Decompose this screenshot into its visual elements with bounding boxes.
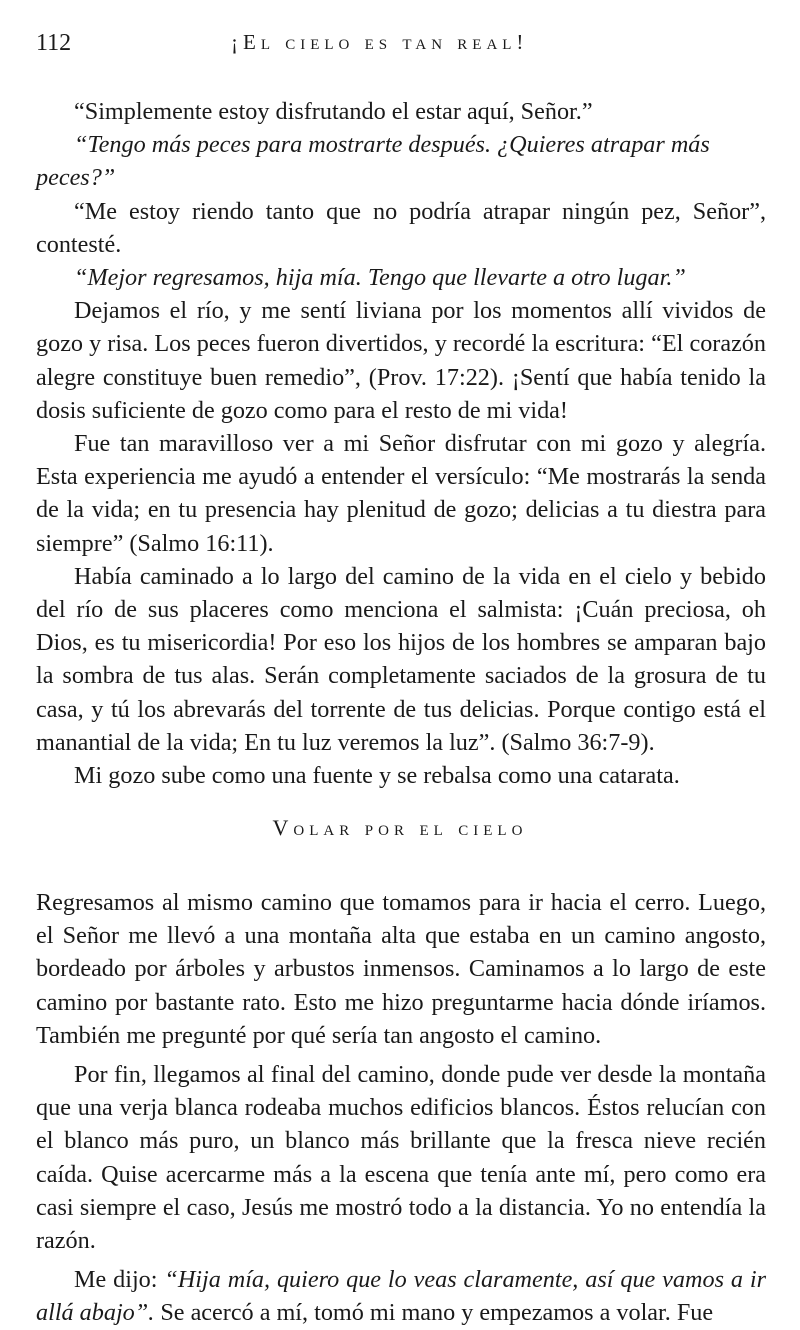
- paragraph-rest: Se acercó a mí, tomó mi mano y empezamos a volar. Fue: [154, 1299, 714, 1327]
- paragraph: “Simplemente estoy disfrutando el estar aquí, Señor.”: [74, 98, 593, 125]
- paragraph: Mi gozo sube como una fuente y se rebalsa como una catarata.: [74, 762, 680, 790]
- paragraph: “Me estoy riendo tanto que no podría atrapar ningún pez, Señor”, contesté.: [36, 197, 766, 258]
- section-heading: Volar por el cielo: [272, 815, 528, 840]
- paragraph-intro: Me dijo:: [74, 1266, 165, 1294]
- paragraph: [36, 1263, 766, 1329]
- italic-quote: “Mejor regresamos, hija mía. Tengo que llevarte a otro lugar.”: [74, 264, 686, 292]
- section-body-text: [36, 886, 766, 1330]
- paragraph: Regresamos al mismo camino que tomamos para ir hacia el cerro. Luego, el Señor me llevó a una montaña alta que estaba en un camino angosto, bordeado por árboles y arbustos inmensos. Caminamos a lo largo de este camino por bastante rato. Esto me hizo preguntarme hacia dónde iríamos. También me pregunté por qué sería tan angosto el camino.: [36, 889, 766, 1049]
- paragraph-italic-quote: [36, 128, 766, 194]
- paragraph-italic-quote: [36, 261, 766, 294]
- page-number: 112: [36, 30, 72, 56]
- body-text: [36, 95, 766, 792]
- paragraph: Dejamos el río, y me sentí liviana por los momentos allí vividos de gozo y risa. Los peces fueron divertidos, y recordé la escritura: “El corazón alegre constituye buen remedio”, (Prov. 17:22). ¡Sentí que había tenido la dosis suficiente de gozo como para el resto de mi vida!: [36, 297, 766, 424]
- paragraph: Por fin, llegamos al final del camino, donde pude ver desde la montaña que una verja blanca rodeaba muchos edificios blancos. Éstos relucían con el blanco más puro, un blanco más brillante que la fresca nieve recién caída. Quise acercarme más a la escena que tenía ante mí, pero como era casi siempre el caso, Jesús me mostró todo a la distancia. Yo no entendía la razón.: [36, 1061, 766, 1255]
- running-title: ¡El cielo es tan real!: [231, 30, 529, 54]
- italic-quote: “Tengo más peces para mostrarte después. ¿Quieres atrapar más peces?”: [36, 131, 710, 192]
- italic-quote: “Hija mía, quiero que lo veas claramente, así que vamos a ir allá abajo”.: [36, 1266, 766, 1327]
- page-header: [36, 30, 764, 60]
- paragraph: Había caminado a lo largo del camino de la vida en el cielo y bebido del río de sus placeres como menciona el salmista: ¡Cuán preciosa, oh Dios, es tu misericordia! Por eso los hijos de los hombres se amparan bajo la sombra de tus alas. Serán completamente saciados de la grosura de tu casa, y tú los abrevarás del torrente de tus delicias. Porque contigo está el manantial de la vida; En tu luz veremos la luz”. (Salmo 36:7-9).: [36, 562, 766, 756]
- paragraph: Fue tan maravilloso ver a mi Señor disfrutar con mi gozo y alegría. Esta experiencia me ayudó a entender el versículo: “Me mostrarás la senda de la vida; en tu presencia hay plenitud de gozo; delicias a tu diestra para siempre” (Salmo 16:11).: [36, 430, 766, 557]
